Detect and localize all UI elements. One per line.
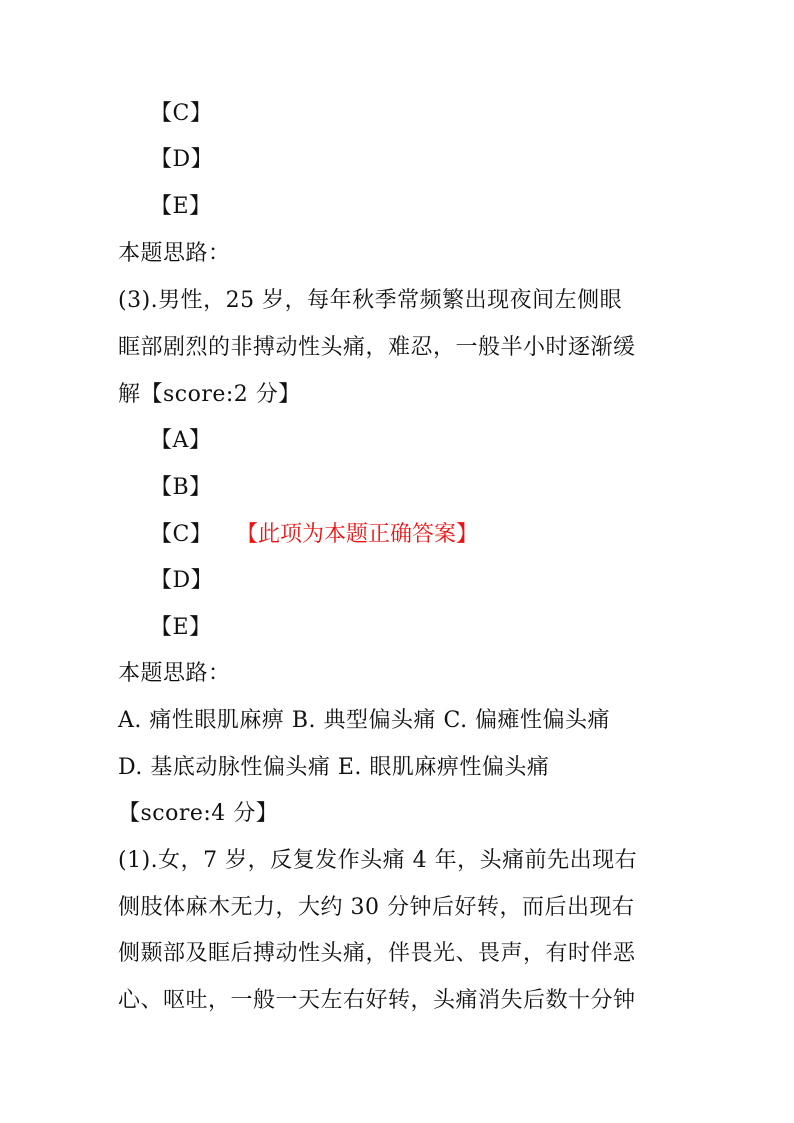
thinking-label: 本题思路： bbox=[118, 661, 231, 686]
option-b: 【B】 bbox=[150, 475, 212, 500]
option-a: 【A】 bbox=[150, 428, 212, 453]
option-d: 【D】 bbox=[150, 147, 214, 172]
question-text: (1).女，7 岁，反复发作头痛 4 年，头痛前先出现右 bbox=[118, 848, 638, 873]
thinking-label: 本题思路： bbox=[118, 241, 231, 266]
option-e: 【E】 bbox=[150, 194, 212, 219]
answer-choices-line: D. 基底动脉性偏头痛 E. 眼肌麻痹性偏头痛 bbox=[118, 755, 550, 780]
answer-choices-line: A. 痛性眼肌麻痹 B. 典型偏头痛 C. 偏瘫性偏头痛 bbox=[118, 708, 611, 733]
correct-answer-marker: 【此项为本题正确答案】 bbox=[236, 522, 479, 547]
question-text: 侧颞部及眶后搏动性头痛，伴畏光、畏声，有时伴恶 bbox=[118, 941, 636, 966]
option-d: 【D】 bbox=[150, 568, 214, 593]
question-text: 眶部剧烈的非搏动性头痛，难忍，一般半小时逐渐缓 bbox=[118, 335, 636, 360]
option-c: 【C】 bbox=[150, 522, 213, 547]
question-text: 解【score:2 分】 bbox=[118, 382, 301, 407]
question-text: 心、呕吐，一般一天左右好转，头痛消失后数十分钟 bbox=[118, 988, 636, 1013]
option-c: 【C】 bbox=[150, 101, 213, 126]
option-e: 【E】 bbox=[150, 615, 212, 640]
question-text: (3).男性，25 岁，每年秋季常频繁出现夜间左侧眼 bbox=[118, 288, 623, 313]
question-text: 侧肢体麻木无力，大约 30 分钟后好转，而后出现右 bbox=[118, 895, 635, 920]
section-score: 【score:4 分】 bbox=[118, 801, 279, 826]
